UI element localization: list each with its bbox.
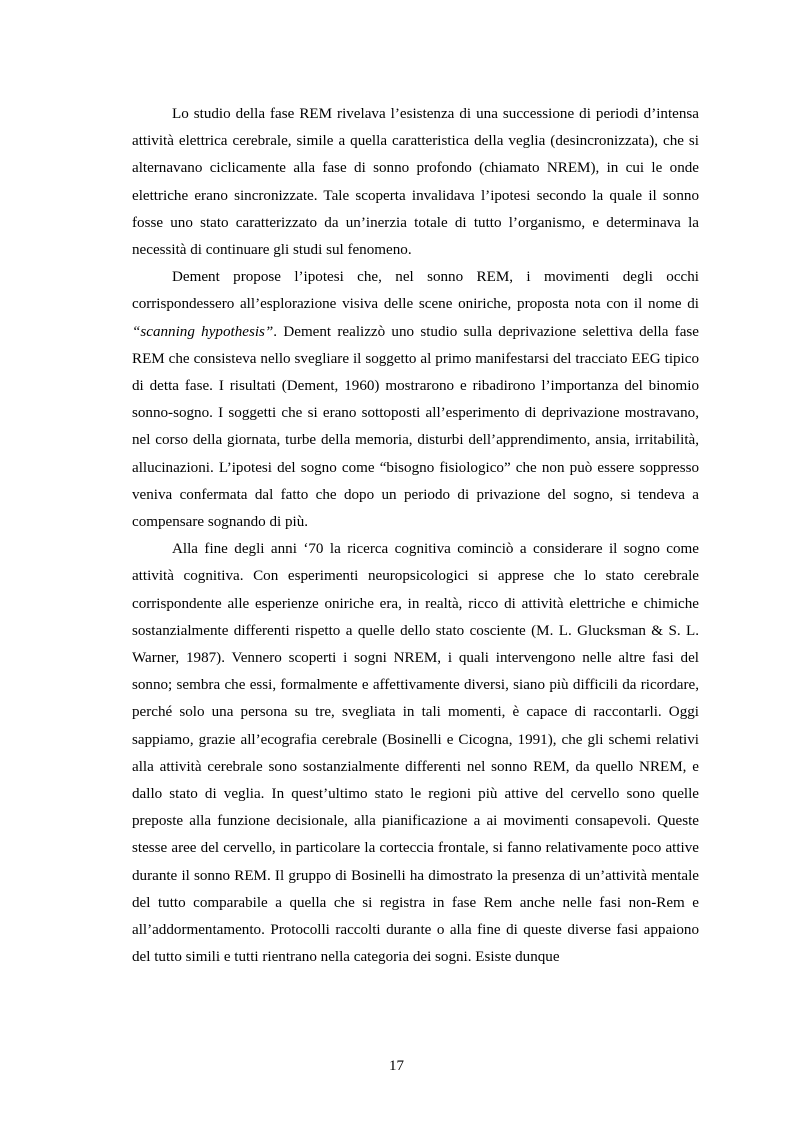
text-segment: Alla fine degli anni ‘70 la ricerca cognitiva cominciò a considerare il sogno come attività cognitiva. Con esperimenti neuropsicologici si apprese che lo stato cerebrale corrispondente alle esperienze oniriche era, in realtà, ricco di attività elettriche e chimiche sostanzialmente differenti rispetto a quelle dello stato cosciente (M. L. Glucksman & S. L. Warner, 1987). Vennero scoperti i sogni NREM, i quali intervengono nelle altre fasi del sonno; sembra che essi, formalmente e affettivamente diversi, siano più difficili da ricordare, perché solo una persona su tre, svegliata in tali momenti, è capace di raccontarli. Oggi sappiamo, grazie all’ecografia cerebrale (Bosinelli e Cicogna, 1991), che gli schemi relativi alla attività cerebrale sono sostanzialmente differenti nel sonno REM, da quello NREM, e dallo stato di veglia. In quest’ultimo stato le regioni più attive del cervello sono quelle preposte alla funzione decisionale, alla pianificazione a ai movimenti consapevoli. Queste stesse aree del cervello, in particolare la corteccia frontale, si fanno relativamente poco attive durante il sonno REM. Il gruppo di Bosinelli ha dimostrato la presenza di un’attività mentale del tutto comparabile a quella che si registra in fase Rem anche nelle fasi non-Rem e all’addormentamento. Protocolli raccolti durante o alla fine di queste diverse fasi appaiono del tutto simili e tutti rientrano nella categoria dei sogni. Esiste dunque: [132, 541, 699, 966]
paragraph: [132, 536, 699, 971]
page-number: 17: [389, 1058, 404, 1074]
text-segment: . Dement realizzò uno studio sulla deprivazione selettiva della fase REM che consisteva nello svegliare il soggetto al primo manifestarsi del tracciato EEG tipico di detta fase. I risultati (Dement, 1960) mostrarono e ribadirono l’importanza del binomio sonno-sogno. I soggetti che si erano sottoposti all’esperimento di deprivazione mostravano, nel corso della giornata, turbe della memoria, disturbi dell’apprendimento, ansia, irritabilità, allucinazioni. L’ipotesi del sogno come “bisogno fisiologico” che non può essere soppresso veniva confermata dal fatto che dopo un periodo di privazione del sogno, si tendeva a compensare sognando di più.: [132, 323, 699, 531]
paragraph: [132, 101, 699, 264]
body-text: [132, 101, 699, 972]
paragraph: [132, 264, 699, 536]
italic-text: “scanning hypothesis”: [132, 323, 274, 340]
text-segment: Lo studio della fase REM rivelava l’esistenza di una successione di periodi d’intensa attività elettrica cerebrale, simile a quella caratteristica della veglia (desincronizzata), che si alternavano ciclicamente alla fase di sonno profondo (chiamato NREM), in cui le onde elettriche erano sincronizzate. Tale scoperta invalidava l’ipotesi secondo la quale il sonno fosse uno stato caratterizzato da un’inerzia totale di tutto l’organismo, e determinava la necessità di continuare gli studi sul fenomeno.: [132, 106, 699, 259]
text-segment: Dement propose l’ipotesi che, nel sonno REM, i movimenti degli occhi corrispondessero all’esplorazione visiva delle scene oniriche, proposta nota con il nome di: [132, 269, 699, 313]
